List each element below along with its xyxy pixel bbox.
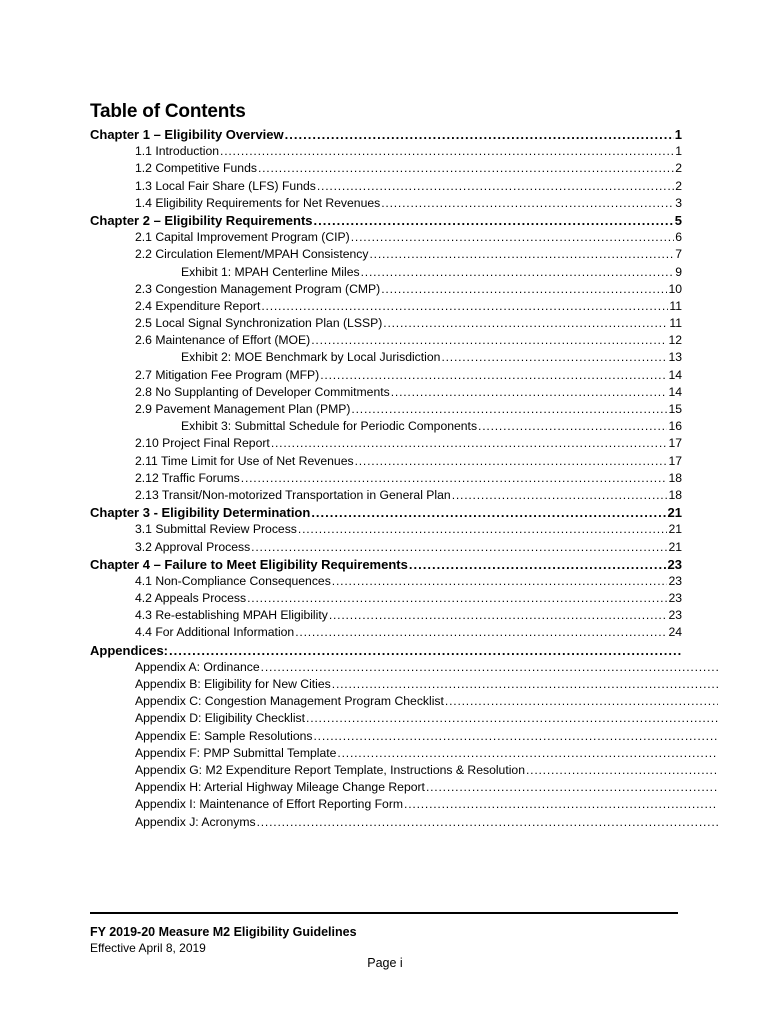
toc-entry[interactable]: [90, 368, 682, 385]
toc-entry-page-number: 9: [675, 264, 682, 279]
toc-entry-label: 2.4 Expenditure Report: [135, 298, 261, 313]
footer-divider: [90, 912, 678, 914]
dot-leader: [317, 179, 674, 193]
toc-entry[interactable]: [90, 316, 682, 333]
toc-entry[interactable]: [90, 488, 682, 505]
toc-entry-label: 2.11 Time Limit for Use of Net Revenues: [135, 453, 354, 468]
page-number: Page i: [367, 956, 403, 970]
toc-entry[interactable]: [90, 419, 682, 436]
toc-entry-label: Appendices:: [90, 642, 169, 658]
toc-appendix-entry[interactable]: [90, 729, 719, 746]
toc-entry-label: 1.3 Local Fair Share (LFS) Funds: [135, 178, 316, 193]
dot-leader: [295, 625, 667, 639]
dot-leader: [311, 333, 667, 347]
toc-entry-label: Chapter 4 – Failure to Meet Eligibility Requirements: [90, 556, 408, 572]
toc-entry[interactable]: [90, 161, 682, 178]
toc-appendix-entry[interactable]: [90, 815, 719, 832]
toc-entry[interactable]: [90, 385, 682, 402]
toc-entry-label: Chapter 1 – Eligibility Overview: [90, 127, 284, 142]
toc-entry-page-number: 11: [669, 316, 682, 331]
dot-leader: [247, 591, 667, 605]
toc-entry-page-number: 16: [668, 419, 682, 434]
toc-entry-page-number: 11: [669, 298, 682, 313]
toc-appendix-entry[interactable]: [90, 711, 719, 728]
dot-leader: [441, 350, 667, 364]
toc-entry-label: 2.6 Maintenance of Effort (MOE): [135, 333, 311, 348]
toc-chapter-entry[interactable]: [90, 505, 682, 522]
toc-entry-label: 2.5 Local Signal Synchronization Plan (LSSP): [135, 316, 383, 331]
toc-entry[interactable]: [90, 333, 682, 350]
toc-entry-page-number: 21: [668, 522, 682, 537]
toc-entry-label: Exhibit 2: MOE Benchmark by Local Jurisdiction: [181, 350, 441, 365]
toc-entry-label: 3.1 Submittal Review Process: [135, 522, 297, 537]
footer-effective-date: Effective April 8, 2019: [90, 941, 206, 955]
dot-leader: [332, 574, 668, 588]
toc-entry-page-number: 18: [668, 470, 682, 485]
toc-entry-label: 2.12 Traffic Forums: [135, 470, 240, 485]
toc-appendix-entry[interactable]: [90, 660, 719, 677]
dot-leader: [220, 144, 674, 158]
toc-entry-label: 4.3 Re-establishing MPAH Eligibility: [135, 608, 328, 623]
dot-leader: [169, 643, 681, 658]
toc-entry-page-number: 12: [668, 333, 682, 348]
toc-entry-page-number: 1: [675, 144, 682, 159]
dot-leader: [337, 746, 718, 760]
dot-leader: [311, 505, 666, 520]
toc-entry[interactable]: [90, 179, 682, 196]
toc-entry-label: Appendix H: Arterial Highway Mileage Change Report: [135, 780, 425, 795]
dot-leader: [306, 711, 718, 725]
toc-entry-label: Appendix F: PMP Submittal Template: [135, 745, 337, 760]
toc-entry-label: Appendix C: Congestion Management Program Checklist: [135, 694, 444, 709]
dot-leader: [526, 763, 718, 777]
toc-entry[interactable]: [90, 625, 682, 642]
toc-entry[interactable]: [90, 454, 682, 471]
toc-entry-page-number: 23: [668, 608, 682, 623]
toc-entry-page-number: 21: [668, 539, 682, 554]
toc-entry-page-number: 7: [675, 247, 682, 262]
toc-entry-page-number: 3: [675, 195, 682, 210]
toc-entry-label: Appendix A: Ordinance: [135, 659, 260, 674]
dot-leader: [361, 265, 675, 279]
toc-entry-label: 2.9 Pavement Management Plan (PMP): [135, 402, 351, 416]
toc-entry-label: 2.1 Capital Improvement Program (CIP): [135, 230, 350, 245]
toc-chapter-entry[interactable]: [90, 643, 682, 660]
toc-title: Table of Contents: [90, 101, 246, 122]
toc-entry[interactable]: [90, 265, 682, 282]
dot-leader: [261, 299, 668, 313]
toc-entry-label: 1.1 Introduction: [135, 144, 220, 159]
toc-entry-label: 4.1 Non-Compliance Consequences: [135, 573, 331, 588]
dot-leader: [314, 213, 674, 228]
toc-entry-label: Appendix E: Sample Resolutions: [135, 728, 313, 743]
toc-entry[interactable]: [90, 299, 682, 316]
dot-leader: [351, 230, 675, 244]
dot-leader: [285, 127, 674, 142]
toc-chapter-entry[interactable]: [90, 557, 682, 574]
toc-appendix-entry[interactable]: [90, 763, 719, 780]
toc-entry-label: 1.4 Eligibility Requirements for Net Revenues: [135, 195, 381, 210]
toc-chapter-entry[interactable]: [90, 213, 682, 230]
toc-entry-label: 2.10 Project Final Report: [135, 436, 270, 451]
dot-leader: [251, 540, 667, 554]
dot-leader: [257, 815, 718, 829]
toc-entry-label: 4.4 For Additional Information: [135, 625, 295, 640]
toc-entry-page-number: 1: [674, 127, 682, 142]
toc-entry-page-number: 17: [668, 436, 682, 451]
dot-leader: [320, 368, 667, 382]
toc-entry[interactable]: [90, 282, 682, 299]
dot-leader: [381, 282, 667, 296]
dot-leader: [329, 608, 668, 622]
toc-appendix-entry[interactable]: [90, 780, 719, 797]
toc-entry[interactable]: [90, 540, 682, 557]
toc-entry-page-number: 10: [668, 281, 682, 296]
toc-entry-label: Appendix J: Acronyms: [135, 814, 256, 829]
toc-entry-page-number: 14: [668, 367, 682, 382]
toc-entry[interactable]: [90, 350, 682, 367]
toc-entry-label: 2.8 No Supplanting of Developer Commitments: [135, 384, 390, 399]
toc-entry-page-number: 24: [668, 625, 682, 640]
toc-entry-page-number: 13: [668, 350, 682, 365]
dot-leader: [383, 316, 668, 330]
toc-entry-label: 3.2 Approval Process: [135, 539, 251, 554]
footer-document-title: FY 2019-20 Measure M2 Eligibility Guidelines: [90, 925, 357, 939]
toc-entry[interactable]: [90, 144, 682, 161]
toc-entry-label: Appendix B: Eligibility for New Cities: [135, 677, 331, 691]
toc-entry-page-number: 23: [668, 573, 682, 588]
toc-entry-label: Exhibit 3: Submittal Schedule for Periodic Components: [181, 419, 478, 434]
toc-entry[interactable]: [90, 574, 682, 591]
dot-leader: [298, 522, 668, 536]
toc-entry[interactable]: [90, 591, 682, 608]
dot-leader: [314, 729, 719, 743]
toc-entry-label: 1.2 Competitive Funds: [135, 161, 257, 176]
toc-entry-label: 2.13 Transit/Non-motorized Transportation in General Plan: [135, 487, 451, 502]
toc-chapter-entry[interactable]: [90, 127, 682, 144]
toc-entry-page-number: 21: [667, 505, 682, 521]
toc-entry-label: Appendix D: Eligibility Checklist: [135, 711, 306, 726]
toc-appendix-entry[interactable]: [90, 694, 719, 711]
dot-leader: [241, 471, 668, 485]
toc-entry-label: Chapter 3 - Eligibility Determination: [90, 505, 311, 521]
dot-leader: [355, 454, 668, 468]
toc-entry-label: Chapter 2 – Eligibility Requirements: [90, 212, 313, 228]
toc-appendix-entry[interactable]: [90, 797, 719, 814]
dot-leader: [261, 660, 718, 674]
toc-entry[interactable]: [90, 436, 682, 453]
toc-entry-page-number: 17: [668, 453, 682, 468]
toc-entry-label: 2.2 Circulation Element/MPAH Consistency: [135, 247, 369, 262]
dot-leader: [452, 488, 668, 502]
toc-entry-page-number: 2: [675, 178, 682, 193]
dot-leader: [426, 780, 718, 794]
toc-entry[interactable]: [90, 522, 682, 539]
toc-entry[interactable]: [90, 471, 682, 488]
toc-entry-page-number: 2: [675, 161, 682, 176]
toc-entry[interactable]: [90, 196, 682, 213]
toc-appendix-entry[interactable]: [90, 677, 719, 694]
toc-appendix-entry[interactable]: [90, 746, 719, 763]
toc-entry-label: Appendix G: M2 Expenditure Report Template, Instructions & Resolution: [135, 762, 525, 777]
dot-leader: [381, 196, 674, 210]
dot-leader: [271, 436, 668, 450]
dot-leader: [478, 419, 667, 433]
toc-entry-page-number: 14: [668, 384, 682, 399]
toc-entry[interactable]: [90, 402, 682, 419]
toc-entry-label: Exhibit 1: MPAH Centerline Miles: [181, 264, 360, 279]
dot-leader: [258, 161, 674, 175]
dot-leader: [332, 677, 718, 691]
toc-entry[interactable]: [90, 608, 682, 625]
toc-entry-page-number: 6: [675, 230, 682, 245]
dot-leader: [369, 247, 674, 261]
toc-entry-label: Appendix I: Maintenance of Effort Reporting Form: [135, 797, 404, 812]
dot-leader: [409, 557, 667, 572]
toc-entry-page-number: 18: [668, 487, 682, 502]
dot-leader: [391, 385, 668, 399]
toc-entry-page-number: 23: [668, 591, 682, 606]
toc-entry-label: 2.3 Congestion Management Program (CMP): [135, 281, 381, 296]
toc-entry-page-number: 15: [668, 402, 682, 416]
toc-entry[interactable]: [90, 247, 682, 264]
dot-leader: [351, 402, 667, 416]
dot-leader: [404, 797, 718, 811]
toc-entry-label: 2.7 Mitigation Fee Program (MFP): [135, 367, 320, 382]
toc-entry[interactable]: [90, 230, 682, 247]
toc-list: [90, 127, 682, 832]
toc-entry-page-number: 23: [667, 556, 682, 572]
toc-entry-label: 4.2 Appeals Process: [135, 591, 247, 606]
dot-leader: [445, 694, 718, 708]
toc-entry-page-number: 5: [674, 212, 682, 228]
